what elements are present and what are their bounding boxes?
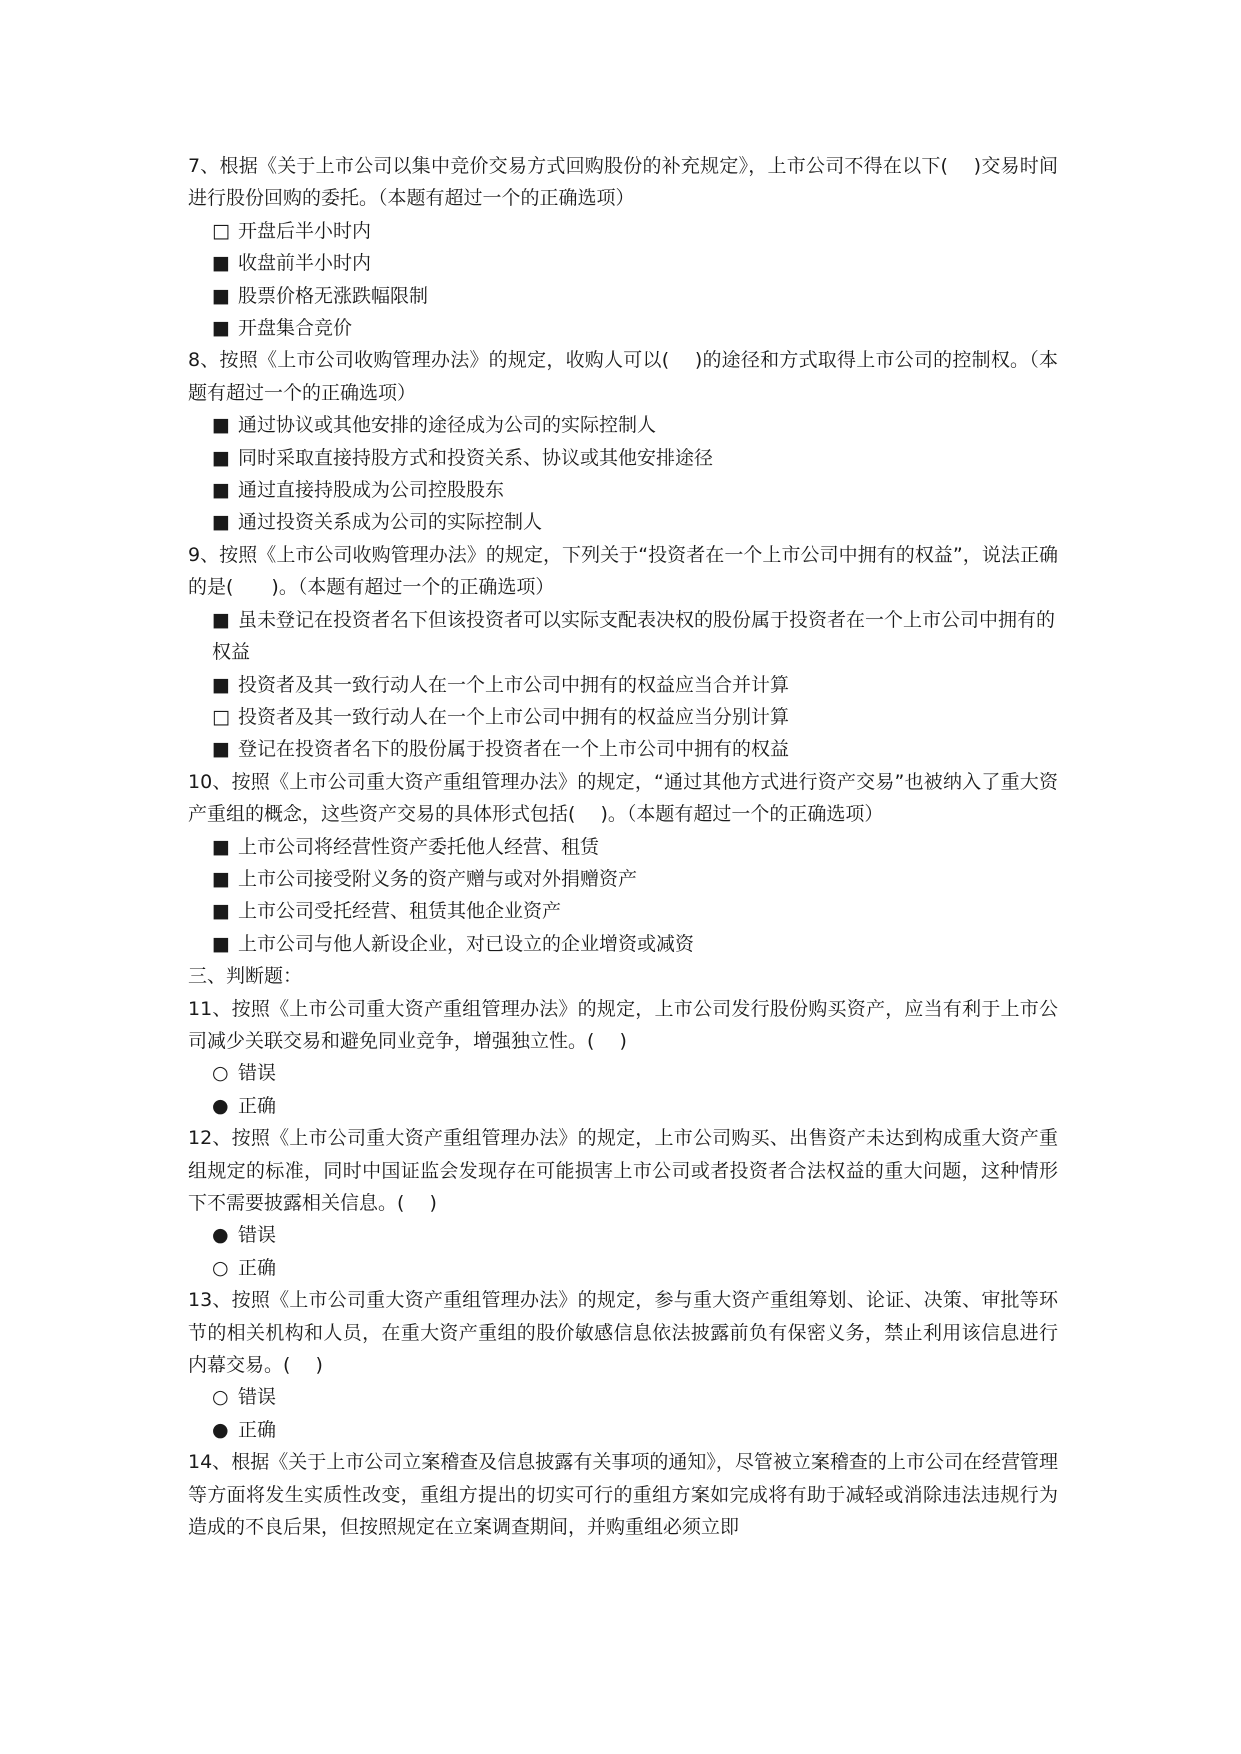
option-label: 股票价格无涨跌幅限制 (238, 284, 429, 307)
option-label: 登记在投资者名下的股份属于投资者在一个上市公司中拥有的权益 (238, 738, 790, 761)
question-8-stem: 8、按照《上市公司收购管理办法》的规定，收购人可以( )的途径和方式取得上市公司的控制权。（本题有超过一个的正确选项） (188, 349, 1058, 404)
question-7-option[interactable] (212, 247, 1058, 279)
option-label: 通过直接持股成为公司控股股东 (238, 479, 505, 502)
option-label: 虽未登记在投资者名下但该投资者可以实际支配表决权的股份属于投资者在一个上市公司中拥有的权益 (212, 608, 1056, 664)
option-label: 错误 (238, 1224, 277, 1247)
radio-selected-icon[interactable]: ● (212, 1094, 229, 1117)
checkbox-checked-icon[interactable]: ■ (212, 317, 230, 340)
question-9-option[interactable] (212, 669, 1058, 701)
checkbox-checked-icon[interactable]: ■ (212, 932, 230, 955)
option-label: 投资者及其一致行动人在一个上市公司中拥有的权益应当分别计算 (238, 705, 790, 728)
checkbox-checked-icon[interactable]: ■ (212, 608, 230, 631)
question-8-option[interactable] (212, 474, 1058, 506)
question-9-option[interactable] (212, 701, 1058, 733)
question-11-stem: 11、按照《上市公司重大资产重组管理办法》的规定，上市公司发行股份购买资产，应当有利于上市公司减少关联交易和避免同业竞争，增强独立性。( ) (188, 997, 1058, 1052)
option-label: 正确 (238, 1094, 277, 1117)
question-11-option[interactable] (212, 1090, 1058, 1122)
question-12-stem: 12、按照《上市公司重大资产重组管理办法》的规定，上市公司购买、出售资产未达到构成重大资产重组规定的标准，同时中国证监会发现存在可能损害上市公司或者投资者合法权益的重大问题，这种情形下不需要披露相关信息。( ) (188, 1127, 1058, 1214)
checkbox-checked-icon[interactable]: ■ (212, 446, 230, 469)
checkbox-checked-icon[interactable]: ■ (212, 900, 230, 923)
checkbox-checked-icon[interactable]: ■ (212, 673, 230, 696)
option-label: 上市公司受托经营、租赁其他企业资产 (238, 900, 562, 923)
option-label: 收盘前半小时内 (238, 252, 372, 275)
checkbox-checked-icon[interactable]: ■ (212, 479, 230, 502)
question-8-option[interactable] (212, 409, 1058, 441)
checkbox-checked-icon[interactable]: ■ (212, 738, 230, 761)
document-page (188, 150, 1058, 1543)
checkbox-icon[interactable]: □ (212, 219, 230, 242)
option-label: 投资者及其一致行动人在一个上市公司中拥有的权益应当合并计算 (238, 673, 790, 696)
question-10-option[interactable] (212, 831, 1058, 863)
question-10-option[interactable] (212, 863, 1058, 895)
option-label: 开盘后半小时内 (238, 219, 372, 242)
option-label: 错误 (238, 1062, 277, 1085)
question-11-option[interactable] (212, 1057, 1058, 1089)
option-label: 上市公司与他人新设企业，对已设立的企业增资或减资 (238, 932, 695, 955)
section-heading: 三、判断题： (188, 965, 303, 988)
checkbox-checked-icon[interactable]: ■ (212, 414, 230, 437)
checkbox-icon[interactable]: □ (212, 705, 230, 728)
question-9-option[interactable] (188, 604, 1058, 669)
option-label: 通过协议或其他安排的途径成为公司的实际控制人 (238, 414, 657, 437)
question-7-option[interactable] (212, 215, 1058, 247)
question-7-option[interactable] (212, 280, 1058, 312)
option-label: 开盘集合竞价 (238, 317, 353, 340)
option-label: 通过投资关系成为公司的实际控制人 (238, 511, 543, 534)
checkbox-checked-icon[interactable]: ■ (212, 511, 230, 534)
option-label: 同时采取直接持股方式和投资关系、协议或其他安排途径 (238, 446, 714, 469)
option-label: 错误 (238, 1386, 277, 1409)
question-13-option[interactable] (212, 1381, 1058, 1413)
question-8-option[interactable] (212, 442, 1058, 474)
checkbox-checked-icon[interactable]: ■ (212, 284, 230, 307)
question-7-option[interactable] (212, 312, 1058, 344)
question-10-stem: 10、按照《上市公司重大资产重组管理办法》的规定，“通过其他方式进行资产交易”也被纳入了重大资产重组的概念，这些资产交易的具体形式包括( )。（本题有超过一个的正确选项） (188, 770, 1058, 826)
checkbox-checked-icon[interactable]: ■ (212, 252, 230, 275)
radio-selected-icon[interactable]: ● (212, 1224, 229, 1247)
question-8-option[interactable] (212, 506, 1058, 538)
question-9-option[interactable] (212, 733, 1058, 765)
question-13-option[interactable] (212, 1414, 1058, 1446)
radio-selected-icon[interactable]: ● (212, 1418, 229, 1441)
question-10-option[interactable] (212, 928, 1058, 960)
option-label: 正确 (238, 1418, 277, 1441)
option-label: 上市公司将经营性资产委托他人经营、租赁 (238, 835, 600, 858)
question-7-stem: 7、根据《关于上市公司以集中竞价交易方式回购股份的补充规定》，上市公司不得在以下( )交易时间进行股份回购的委托。（本题有超过一个的正确选项） (188, 155, 1058, 210)
radio-icon[interactable]: ○ (212, 1062, 229, 1085)
option-label: 上市公司接受附义务的资产赠与或对外捐赠资产 (238, 867, 638, 890)
question-13-stem: 13、按照《上市公司重大资产重组管理办法》的规定，参与重大资产重组筹划、论证、决策、审批等环节的相关机构和人员，在重大资产重组的股价敏感信息依法披露前负有保密义务，禁止利用该信息进行内幕交易。( ) (188, 1289, 1058, 1377)
question-12-option[interactable] (212, 1252, 1058, 1284)
option-label: 正确 (238, 1256, 277, 1279)
question-12-option[interactable] (212, 1219, 1058, 1251)
radio-icon[interactable]: ○ (212, 1386, 229, 1409)
question-10-option[interactable] (212, 895, 1058, 927)
question-9-stem: 9、按照《上市公司收购管理办法》的规定，下列关于“投资者在一个上市公司中拥有的权益”，说法正确的是( )。（本题有超过一个的正确选项） (188, 543, 1058, 599)
checkbox-checked-icon[interactable]: ■ (212, 867, 230, 890)
question-14-stem: 14、根据《关于上市公司立案稽查及信息披露有关事项的通知》，尽管被立案稽查的上市公司在经营管理等方面将发生实质性改变，重组方提出的切实可行的重组方案如完成将有助于减轻或消除违法违规行为造成的不良后果，但按照规定在立案调查期间，并购重组必须立即 (188, 1451, 1058, 1539)
checkbox-checked-icon[interactable]: ■ (212, 835, 230, 858)
radio-icon[interactable]: ○ (212, 1256, 229, 1279)
